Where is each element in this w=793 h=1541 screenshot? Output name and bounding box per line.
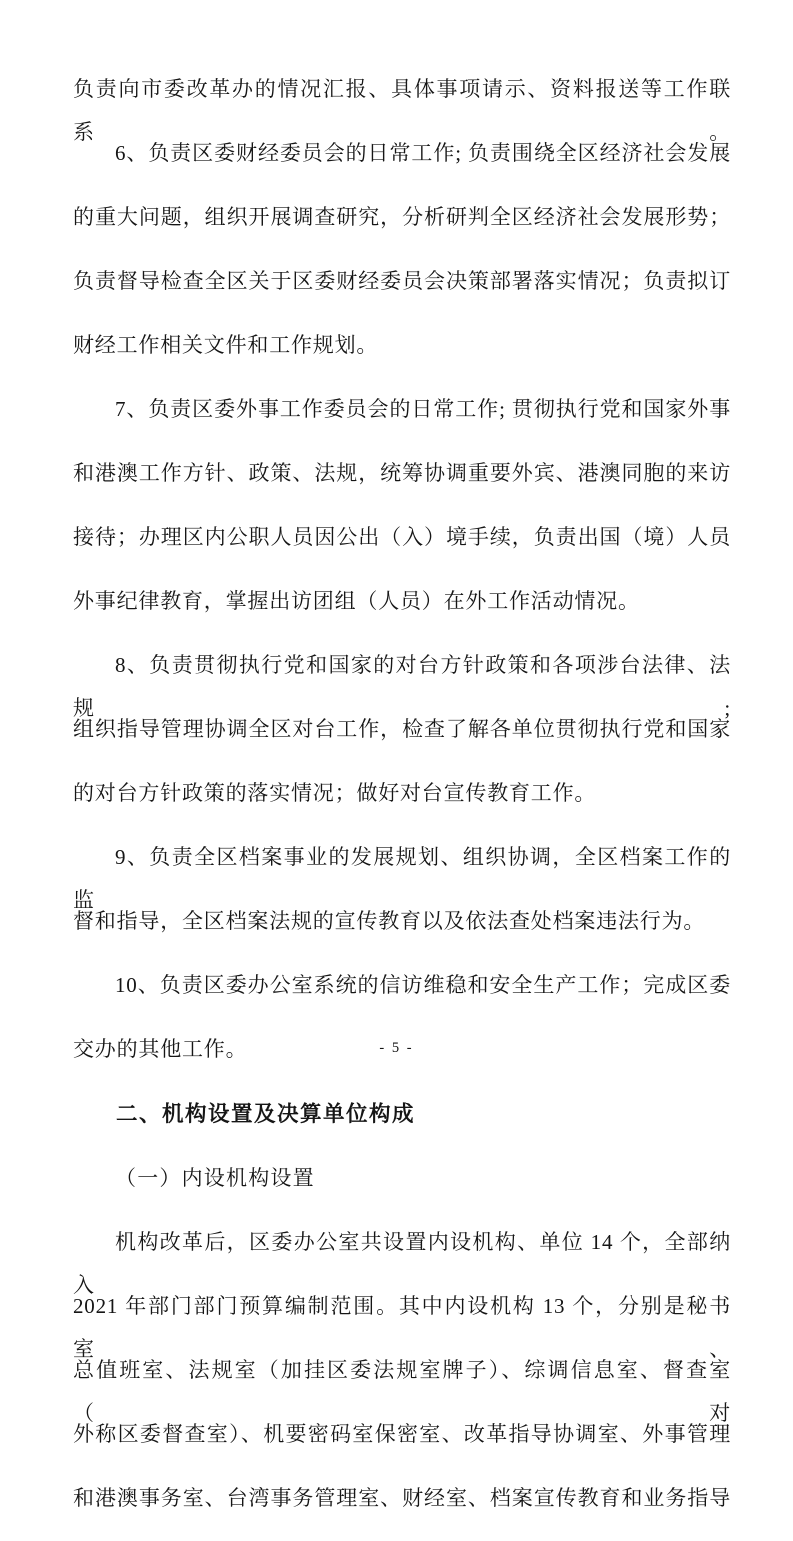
text-line: 2021 年部门部门预算编制范围。其中内设机构 13 个，分别是秘书室、: [73, 1294, 731, 1361]
subsection-heading: （一）内设机构设置: [115, 1166, 315, 1190]
text-line: 交办的其他工作。: [73, 1037, 248, 1061]
text-line: 督和指导，全区档案法规的宣传教育以及依法查处档案违法行为。: [73, 909, 706, 933]
text-line: 负责向市委改革办的情况汇报、具体事项请示、资料报送等工作联系。: [73, 77, 731, 144]
text-line: 10、负责区委办公室系统的信访维稳和安全生产工作；完成区委: [115, 973, 731, 997]
text-line: 外称区委督查室）、机要密码室保密室、改革指导协调室、外事管理: [73, 1422, 731, 1446]
text-line: 接待；办理区内公职人员因公出（入）境手续，负责出国（境）人员: [73, 525, 731, 549]
text-line: 机构改革后，区委办公室共设置内设机构、单位 14 个，全部纳入: [73, 1230, 731, 1297]
text-line: 财经工作相关文件和工作规划。: [73, 333, 379, 357]
text-line: 6、负责区委财经委员会的日常工作; 负责围绕全区经济社会发展: [115, 141, 731, 165]
section-heading: 二、机构设置及决算单位构成: [116, 1101, 416, 1126]
text-line: 和港澳事务室、台湾事务管理室、财经室、档案宣传教育和业务指导: [73, 1486, 731, 1510]
text-line: 的重大问题，组织开展调查研究，分析研判全区经济社会发展形势；: [73, 205, 731, 229]
document-body: [73, 47, 731, 1541]
text-line: 7、负责区委外事工作委员会的日常工作; 贯彻执行党和国家外事: [115, 397, 731, 421]
text-line: 负责督导检查全区关于区委财经委员会决策部署落实情况；负责拟订: [73, 269, 731, 293]
text-line: 总值班室、法规室（加挂区委法规室牌子）、综调信息室、督查室（对: [73, 1358, 731, 1425]
text-line: 和港澳工作方针、政策、法规，统筹协调重要外宾、港澳同胞的来访: [73, 461, 731, 485]
text-line: 8、负责贯彻执行党和国家的对台方针政策和各项涉台法律、法规;: [73, 653, 731, 720]
text-line: 的对台方针政策的落实情况；做好对台宣传教育工作。: [73, 781, 597, 805]
text-line: 外事纪律教育，掌握出访团组（人员）在外工作活动情况。: [73, 589, 640, 613]
text-line: 9、负责全区档案事业的发展规划、组织协调，全区档案工作的监: [73, 845, 731, 912]
text-line: 组织指导管理协调全区对台工作，检查了解各单位贯彻执行党和国家: [73, 717, 731, 741]
page-number: - 5 -: [379, 1040, 414, 1056]
